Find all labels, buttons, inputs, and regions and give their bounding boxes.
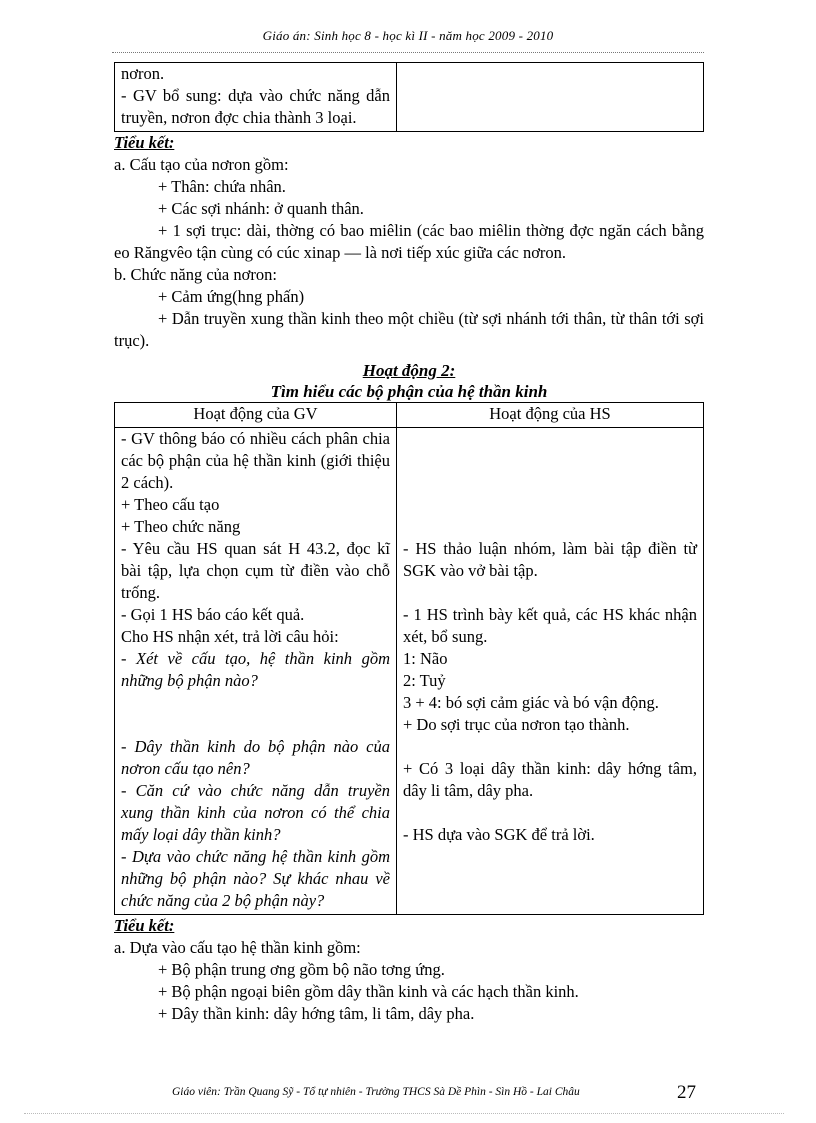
hs-line: 1: Não <box>403 649 448 668</box>
summary-title: Tiểu kết: <box>114 133 175 152</box>
summary-line: + Thân: chứa nhân. <box>158 177 286 196</box>
hs-line: + Do sợi trục của nơron tạo thành. <box>403 715 630 734</box>
spacer <box>403 736 697 758</box>
gv-line: Cho HS nhận xét, trả lời câu hỏi: <box>121 627 339 646</box>
hs-cell <box>397 63 704 132</box>
top-table <box>114 62 704 132</box>
gv-question: - Căn cứ vào chức năng dẫn truyền xung thần kinh của nơron có thể chia mấy loại dây thần kinh? <box>121 781 390 844</box>
activity-label: Hoạt động 2: <box>362 361 456 380</box>
gv-question: - Xét về cấu tạo, hệ thần kinh gồm những bộ phận nào? <box>121 649 390 690</box>
summary-line: b. Chức năng của nơron: <box>114 265 277 284</box>
gv-question: - Dây thần kinh do bộ phận nào của nơron cấu tạo nên? <box>121 737 390 778</box>
activity-table <box>114 402 704 915</box>
hs-line: - 1 HS trình bày kết quả, các HS khác nhận xét, bổ sung. <box>403 605 697 646</box>
summary-line: a. Cấu tạo của nơron gồm: <box>114 155 289 174</box>
gv-line: - Yêu cầu HS quan sát H 43.2, đọc kĩ bài tập, lựa chọn cụm từ điền vào chỗ trống. <box>121 539 390 602</box>
table-row <box>115 428 704 915</box>
header-rule <box>112 52 704 53</box>
page-footer: Giáo viên: Trần Quang Sỹ - Tổ tự nhiên - Trường THCS Sà Dề Phìn - Sìn Hồ - Lai Châu <box>172 1086 580 1098</box>
gv-line: nơron. <box>121 64 165 83</box>
spacer <box>403 428 697 538</box>
footer-rule <box>24 1113 784 1114</box>
page-number: 27 <box>677 1082 696 1103</box>
hs-line: 3 + 4: bó sợi cảm giác và bó vận động. <box>403 693 659 712</box>
gv-cell <box>115 428 397 915</box>
gv-cell <box>115 63 397 132</box>
gv-line: - Gọi 1 HS báo cáo kết quả. <box>121 605 305 624</box>
gv-question: - Dựa vào chức năng hệ thần kinh gồm những bộ phận nào? Sự khác nhau về chức năng của 2 bộ phận này? <box>121 847 390 910</box>
hs-line: - HS thảo luận nhóm, làm bài tập điền từ SGK vào vở bài tập. <box>403 539 697 580</box>
page-header: Giáo án: Sinh học 8 - học kì II - năm học 2009 - 2010 <box>262 28 554 43</box>
spacer <box>403 802 697 824</box>
header-hs: Hoạt động của HS <box>397 403 704 428</box>
hs-line: + Có 3 loại dây thần kinh: dây hớng tâm, dây li tâm, dây pha. <box>403 759 697 800</box>
summary-line: + Dẫn truyền xung thần kinh theo một chiều (từ sợi nhánh tới thân, từ thân tới sợi trục). <box>114 309 704 350</box>
gv-line: + Theo chức năng <box>121 517 241 536</box>
summary-line: + Dây thần kinh: dây hớng tâm, li tâm, dây pha. <box>158 1004 475 1023</box>
summary-line: + Bộ phận trung ơng gồm bộ não tơng ứng. <box>158 960 445 979</box>
summary-line: a. Dựa vào cấu tạo hệ thần kinh gồm: <box>114 938 361 957</box>
gv-line: - GV thông báo có nhiều cách phân chia các bộ phận của hệ thần kinh (giới thiệu 2 cách). <box>121 429 390 492</box>
summary-line: + Cảm ứng(hng phấn) <box>158 287 305 306</box>
spacer <box>403 582 697 604</box>
header-gv: Hoạt động của GV <box>115 403 397 428</box>
spacer <box>121 692 390 736</box>
hs-line: - HS dựa vào SGK để trả lời. <box>403 825 595 844</box>
activity-title: Tìm hiểu các bộ phận của hệ thần kinh <box>270 382 548 401</box>
page-content <box>114 62 704 1025</box>
hs-cell <box>397 428 704 915</box>
table-header-row <box>115 403 704 428</box>
hs-line: 2: Tuỷ <box>403 671 446 690</box>
summary-title: Tiểu kết: <box>114 916 175 935</box>
gv-line: - GV bổ sung: dựa vào chức năng dẫn truyền, nơron đợc chia thành 3 loại. <box>121 86 390 127</box>
summary-line: + 1 sợi trục: dài, thờng có bao miêlin (các bao miêlin thờng đợc ngăn cách bằng eo Răngvêo tận cùng có cúc xinap — là nơi tiếp xúc giữa các nơron. <box>114 221 704 262</box>
table-row <box>115 63 704 132</box>
gv-line: + Theo cấu tạo <box>121 495 220 514</box>
summary-line: + Bộ phận ngoại biên gồm dây thần kinh và các hạch thần kinh. <box>158 982 579 1001</box>
summary-line: + Các sợi nhánh: ở quanh thân. <box>158 199 364 218</box>
